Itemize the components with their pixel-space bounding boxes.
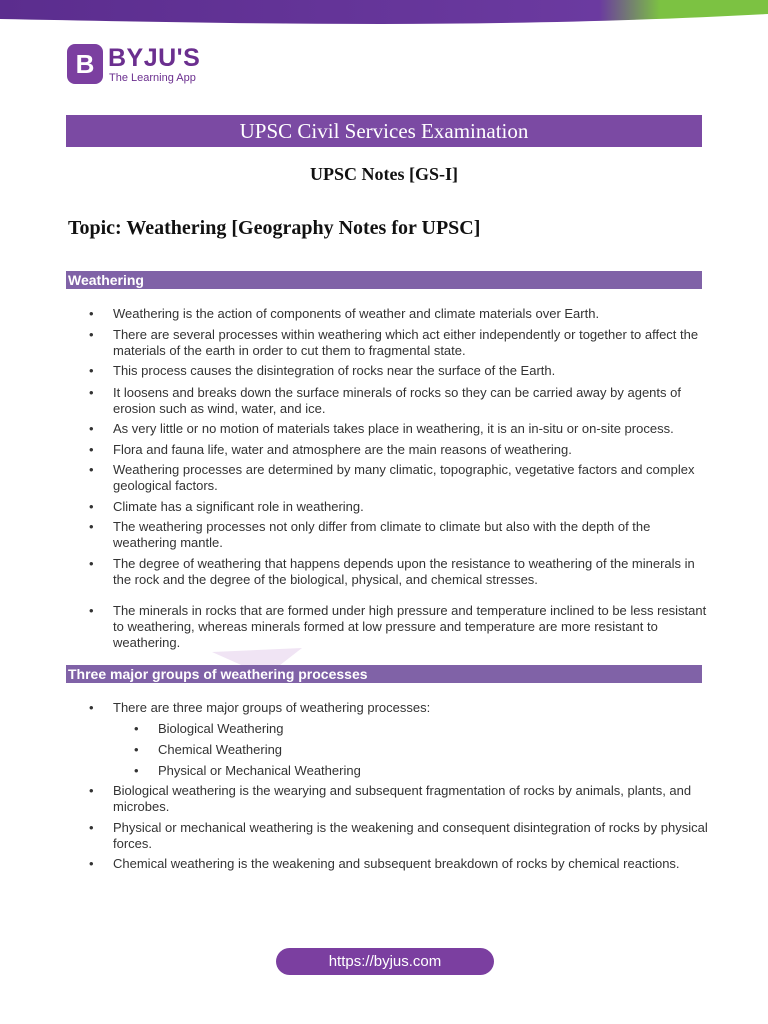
list-item: • There are three major groups of weathering processes: (113, 700, 708, 716)
list-item: • Chemical weathering is the weakening and subsequent breakdown of rocks by chemical reactions. (113, 856, 708, 872)
sub-list-item: • Physical or Mechanical Weathering (158, 763, 698, 779)
list-item: • Physical or mechanical weathering is the weakening and consequent disintegration of rocks by physical forces. (113, 820, 708, 852)
sub-list-item: • Chemical Weathering (158, 742, 698, 758)
list-item: • The degree of weathering that happens depends upon the resistance to weathering of the minerals in the rock and the degree of the biological, physical, and chemical stresses. (113, 556, 708, 588)
page-title: UPSC Civil Services Examination (239, 118, 529, 143)
section-heading-three-groups (66, 665, 702, 683)
list-item: • As very little or no motion of materials takes place in weathering, it is an in-situ or on-site process. (113, 421, 708, 437)
sub-list-item: • Biological Weathering (158, 721, 698, 737)
footer-url-link[interactable] (276, 948, 494, 975)
list-item: • The weathering processes not only differ from climate to climate but also with the depth of the weathering mantle. (113, 519, 708, 551)
section-heading-weathering (66, 271, 702, 289)
topic-heading: Topic: Weathering [Geography Notes for UPSC] (68, 217, 481, 239)
logo-tagline: The Learning App (109, 72, 196, 84)
list-item: • This process causes the disintegration of rocks near the surface of the Earth. (113, 363, 708, 379)
title-bar (66, 115, 702, 147)
footer-url[interactable]: https://byjus.com (328, 953, 442, 970)
list-item: • Flora and fauna life, water and atmosphere are the main reasons of weathering. (113, 442, 708, 458)
page-subtitle: UPSC Notes [GS-I] (310, 164, 458, 184)
list-item: • Biological weathering is the wearying and subsequent fragmentation of rocks by animals, plants, and microbes. (113, 783, 708, 815)
logo-mark: B (67, 44, 103, 84)
list-item: • There are several processes within weathering which act either independently or together to affect the materials of the earth in order to cut them to fragmental state. (113, 327, 708, 359)
list-item: • Climate has a significant role in weathering. (113, 499, 708, 515)
list-item: • The minerals in rocks that are formed under high pressure and temperature inclined to be less resistant to weathering, whereas minerals formed at low pressure and temperature are more resistant to weathering. (113, 603, 708, 651)
list-item: • Weathering processes are determined by many climatic, topographic, vegetative factors and complex geological factors. (113, 462, 708, 494)
list-item: • Weathering is the action of components of weather and climate materials over Earth. (113, 306, 708, 322)
top-color-band (0, 0, 768, 30)
logo-name: BYJU'S (108, 44, 201, 72)
list-item: • It loosens and breaks down the surface minerals of rocks so they can be carried away by agents of erosion such as wind, water, and ice. (113, 385, 708, 417)
section-heading-label: Three major groups of weathering processes (68, 666, 368, 682)
section-heading-label: Weathering (68, 272, 144, 288)
